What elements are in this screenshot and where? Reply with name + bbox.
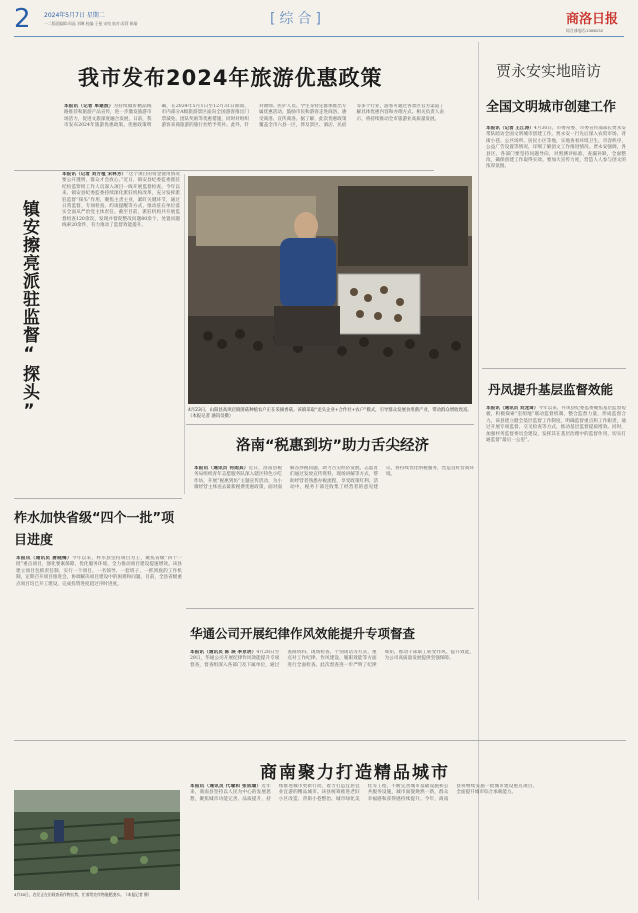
article-tourism-body xyxy=(64,104,444,166)
body-city: 近年来，商南县坚持以人民为中心的发展思想，聚焦城市功能完善、品质提升，持续推进城市更新行动，着力打造宜居宜业宜游的精品城市。该县统筹推进老旧小区改造、背街小巷整治、城市绿化美化等工程，不断完善城市基础设施和公共服务设施，城市面貌焕然一新，群众幸福感和获得感持续提升。今年，商南县将继续实施一批城市建设重点项目，全面提升城市综合承载能力。 xyxy=(190,784,538,802)
article-tax-body xyxy=(194,466,474,576)
divider-huacheng xyxy=(186,608,474,609)
article-grassroots-body xyxy=(486,406,626,644)
byline-city: 本报讯（通讯员 代瑜和 张成瑜） xyxy=(190,784,262,789)
headline-city: 商南聚力打造精品城市 xyxy=(260,763,450,783)
headline-tourism: 我市发布2024年旅游优惠政策 xyxy=(78,66,383,90)
byline-tax: 本报讯（通讯员 何雨其） xyxy=(194,466,249,471)
article-civilization-body xyxy=(486,126,626,364)
photo-mushroom-farm xyxy=(188,176,472,404)
byline-supervision: 本报讯（记者 刘方植 宋林芳） xyxy=(62,172,127,177)
body-civilization: 4月30日，市委常委、市委宣传部部长贾永安带队暗访全国文明城市创建工作。贾永安一行先后深入农贸市场、背街小巷、公共场所、居民小区等地，实地查看环境卫生、市容秩序、公益广告设置等情况，详细了解创文工作推进情况。贾永安强调，各县区、各部门要坚持问题导向，对照测评标准，查漏补缺，全面整改，确保创建工作取得实效。要加大宣传力度，营造人人参与创文的浓厚氛围。 xyxy=(486,126,626,170)
headline-tax: 洛南“税惠到坊”助力舌尖经济 xyxy=(236,438,430,454)
photo-field-image xyxy=(14,790,180,890)
headline-huacheng: 华通公司开展纪律作风效能提升专项督查 xyxy=(190,626,416,641)
hotline: 综合部电话:2386252 xyxy=(566,28,604,33)
byline-tourism: 本报讯（记者 单建波） xyxy=(64,104,114,109)
body-tax: 近日，洛南县税务局组织青年志愿服务队深入辖区特色小吃作坊，开展“税惠到坊”主题宣传活动，为小微经营主体送去最新税费优惠政策，面对面解答涉税问题，助力舌尖经济发展。志愿者们通过发放宣传资料、现场讲解等方式，帮助经营者熟悉办税流程，享受政策红利。活动中，税务干部还收集了经营者的意见建议，将持续优化纳税服务，营造良好营商环境。 xyxy=(194,466,474,491)
paper-logo: 商洛日报 xyxy=(566,12,619,27)
article-supervision-body xyxy=(62,172,180,494)
caption-field: 4月30日，农民正在田间查看作物长势，忙着给农作物施肥浇水。（本报记者 摄） xyxy=(14,892,152,897)
byline-civilization: 本报讯（记者 王江涛） xyxy=(486,126,534,131)
article-projects-body xyxy=(16,556,182,736)
body-tourism: 为持续做好精品线路推荐和旅游产品宣传，进一步激发旅游市场活力，促进文旅深度融合发展，日前，我市发布2024年旅游优惠政策。优惠政策明确，在2024年5月1日至12月31日期间，市内部分A级旅游景区面向全国游客推出门票减免、团队奖励等优惠措施，同时对组织游客来商旅游的旅行社给予奖补。此外，针对教师、医护人员、学生等特定群体推出专属优惠活动，鼓励市民和游客走进商洛、感受商洛、宣传商洛。据了解，此次优惠政策覆盖全市六县一区，涉及景区、酒店、民宿等多个行业，游客可通过各景区官方渠道了解具体优惠内容和办理方式。相关负责人表示，将持续推动全市旅游业高质量发展。 xyxy=(64,104,444,129)
section-title xyxy=(270,8,325,28)
byline-huacheng: 本报讯（通讯员 陈 瑛 李京玥） xyxy=(190,650,257,655)
headline-supervision: 镇安擦亮派驻监督“探头” xyxy=(19,200,39,422)
byline-grassroots: 本报讯（通讯员 刘龙琦） xyxy=(486,406,539,411)
body-huacheng: 4月28日至29日，华通公司开展纪律作风效能提升专项督查，督查组深入各部门及下属单位，通过查阅资料、现场检查、个别谈话等方式，重点对工作纪律、作风建设、履职效能等方面进行全面检查。此次督查进一步严明了纪律规矩，推动干部职工转变作风、提升效能，为公司高质量发展提供坚强保障。 xyxy=(190,650,474,668)
divider-right-column xyxy=(478,42,479,900)
byline-projects: 本报讯（通讯员 唐晓梅） xyxy=(16,556,72,561)
divider-tourism xyxy=(14,170,434,171)
section-bracket-left: [ xyxy=(270,11,280,27)
article-city-body xyxy=(190,784,626,902)
photo-field xyxy=(14,790,180,890)
masthead-rule xyxy=(14,36,624,37)
page-number: 2 xyxy=(14,4,31,34)
divider-projects xyxy=(14,498,182,499)
headline-grassroots: 丹凤提升基层监督效能 xyxy=(488,382,614,397)
masthead xyxy=(0,0,638,40)
body-projects: 今年以来，柞水县坚持项目为王，聚焦省级“四个一批”重点项目，强化要素保障，优化服务环境，全力推动项目建设提速增效。该县建立项目包抓责任制，实行一个项目、一名领导、一套班子、一抓到底的工作机制，定期召开项目推进会，协调解决项目建设中的困难和问题。目前，全县省级重点项目均已开工建设，完成投资进度超过序时进度。 xyxy=(16,556,182,587)
divider-tax xyxy=(186,424,474,425)
body-supervision: “这个项目的资金使用情况要公开透明，群众才会放心。”近日，镇安县纪委监委派驻纪检监察组工作人员深入项目一线开展监督检查。今年以来，镇安县纪委监委持续深化派驻机构改革，充分发挥派驻监督“探头”作用，聚焦主责主业，紧盯关键环节，通过日常监督、专项检查、约谈提醒等方式，推动驻在单位落实全面从严治党主体责任。截至目前，派驻机构共开展监督检查120余次，发现并督促整改问题80余个，处置问题线索20余件，有力推动了监督效能提升。 xyxy=(62,172,180,229)
section-name: 综合 xyxy=(279,11,316,27)
divider-grassroots xyxy=(482,368,626,369)
divider-city xyxy=(14,740,626,741)
headline-projects-line1: 柞水加快省级“四个一批”项目进度 xyxy=(14,511,175,548)
caption-mushroom: 4月23日，山阳县高坝店镇菌菇种植农户正在采摘香菇。该镇采取“龙头企业+合作社+农户”模式，引导群众发展食用菌产业，带动群众增收致富。（本报记者 通讯员摄） xyxy=(188,408,472,419)
body-grassroots: 今年以来，丹凤县纪委监委聚焦基层监督短板，积极探索“室组地”联动监督机制，整合监督力量，形成监督合力。该县建立健全基层监督工作制度，明确监督重点和工作职责，通过开展专项监督、交叉检查等方式，推动基层监督提质增效。同时，加强村务监督委员会建设，发挥其在基层治理中的监督作用，切实打通监督“最后一公里”。 xyxy=(486,406,626,444)
issue-date: 2024年5月7日 星期二 xyxy=(44,12,105,19)
headline-civilization-top: 贾永安实地暗访 xyxy=(496,62,602,80)
headline-civilization-bottom: 全国文明城市创建工作 xyxy=(486,100,617,115)
divider-supervision xyxy=(184,174,185,494)
article-huacheng-body xyxy=(190,650,474,732)
section-bracket-right: ] xyxy=(315,11,325,27)
photo-mushroom-farm-image xyxy=(188,176,472,404)
editor-info: 一二版面编辑:周晶 刘琳 校编:王曼 宋纯 航对:雷莉 赖瑜 xyxy=(44,21,138,26)
